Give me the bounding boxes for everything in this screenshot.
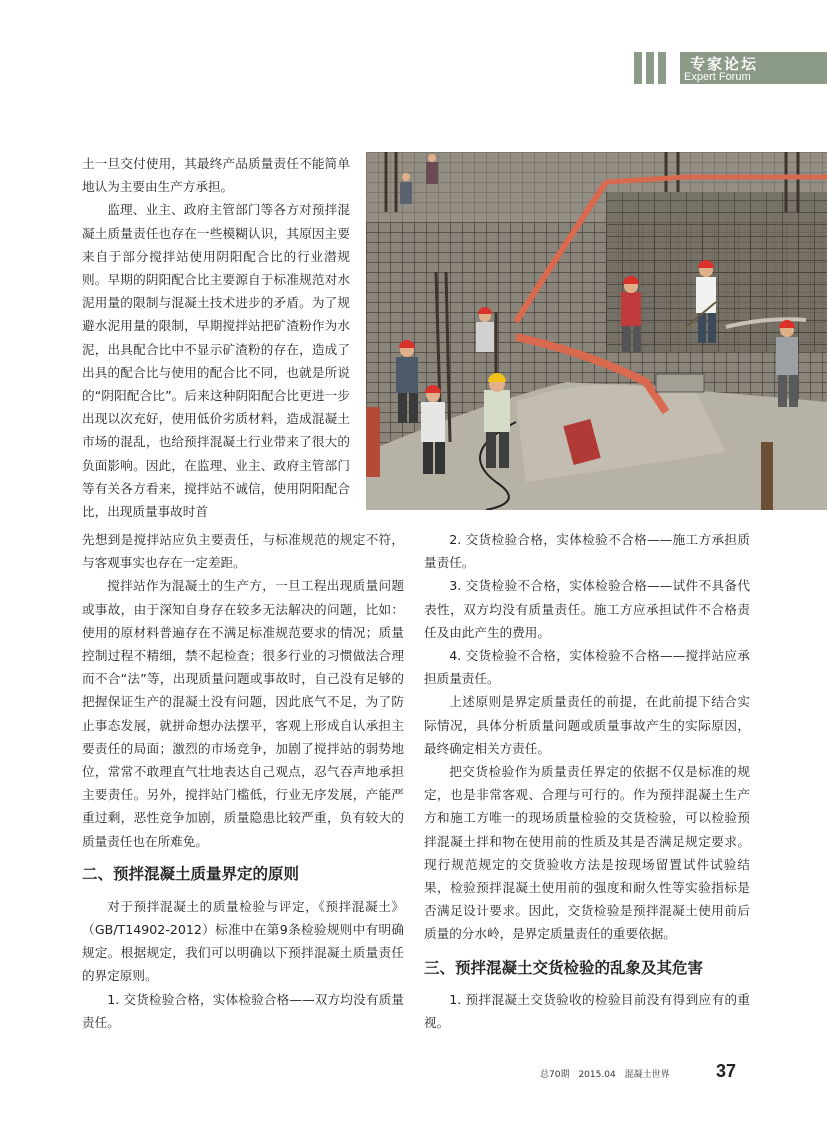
left-column-top — [82, 152, 350, 523]
header-decor-bars — [634, 52, 666, 84]
construction-photo-svg — [366, 152, 827, 510]
paragraph: 对于预拌混凝土的质量检验与评定，《预拌混凝土》（GB/T14902-2012）标准中在第9条检验规则中有明确规定。根据规定，我们可以明确以下预拌混凝土质量责任的界定原则。 — [82, 898, 404, 984]
worker — [476, 307, 494, 352]
page-number: 37 — [716, 1061, 737, 1081]
header-bar — [646, 52, 654, 84]
construction-photo — [366, 152, 827, 510]
paragraph: 先想到是搅拌站应负主要责任，与标准规范的规定不符，与客观事实也存在一定差距。 — [82, 532, 404, 571]
section-heading: 二、预拌混凝土质量界定的原则 — [82, 864, 300, 883]
section-title: 专家论坛 — [690, 55, 759, 73]
issue-info: 总70期 2015.04 混凝土世界 — [540, 1070, 670, 1080]
paragraph: 4. 交货检验不合格，实体检验不合格——搅拌站应承担质量责任。 — [424, 648, 750, 687]
section-subtitle: Expert Forum — [684, 71, 751, 83]
paragraph: 土一旦交付使用，其最终产品质量责任不能简单地认为主要由生产方承担。 — [82, 156, 350, 195]
paragraph: 把交货检验作为质量责任界定的依据不仅是标准的规定，也是非常客观、合理与可行的。作为预拌混凝土生产方和施工方唯一的现场质量检验的交货检验，可以检验预拌混凝土拌和物在使用前的性质及其是否满足规定要求。现行规范规定的交货验收方法是按现场留置试件试验结果，检验预拌混凝土使用前的强度和耐久性等实验指标是否满足设计要求。因此，交货检验是预拌混凝土使用前后质量的分水岭，是界定质量责任的重要依据。 — [424, 764, 750, 942]
paragraph: 3. 交货检验不合格，实体检验合格——试件不具备代表性，双方均没有质量责任。施工方应承担试件不合格责任及由此产生的费用。 — [424, 578, 750, 640]
paragraph: 上述原则是界定质量责任的前提，在此前提下结合实际情况，具体分析质量问题或质量事故产生的实际原因，最终确定相关方责任。 — [424, 694, 750, 756]
left-column-bottom — [82, 528, 404, 1034]
section-heading: 三、预拌混凝土交货检验的乱象及其危害 — [424, 958, 704, 977]
header-bar — [658, 52, 666, 84]
paragraph: 1. 预拌混凝土交货验收的检验目前没有得到应有的重视。 — [424, 991, 750, 1030]
paragraph: 监理、业主、政府主管部门等各方对预拌混凝土质量责任也存在一些模糊认识，其原因主要来自于部分搅拌站使用阴阳配合比的行业潜规则。早期的阴阳配合比主要源自于标准规范对水泥用量的限制与混凝土技术进步的矛盾。为了规避水泥用量的限制，早期搅拌站把矿渣粉作为水泥，出具配合比中不显示矿渣粉的存在，造成了出具的配合比与使用的配合比不同，也就是所说的“阴阳配合比”。后来这种阴阳配合比更进一步出现以次充好，使用低价劣质材料，造成混凝土市场的混乱，也给预拌混凝土行业带来了很大的负面影响。因此，在监理、业主、政府主管部门等有关各方看来，搅拌站不诚信，使用阴阳配合比，出现质量事故时首 — [82, 202, 350, 520]
header-bar — [634, 52, 642, 84]
paragraph: 搅拌站作为混凝土的生产方，一旦工程出现质量问题或事故，由于深知自身存在较多无法解决的问题，比如：使用的原材料普遍存在不满足标准规范要求的情况；质量控制过程不精细，禁不起检查；很多行业的习惯做法合理而不合“法”等，出现质量问题或事故时，自己没有足够的把握保证生产的混凝土没有问题，因此底气不足，为了防止事态发展，就拼命想办法摆平，客观上形成自认承担主要责任的局面；激烈的市场竞争，加剧了搅拌站的弱势地位，常常不敢理直气壮地表达自己观点，忍气吞声地承担主要责任。另外，搅拌站门槛低，行业无序发展，产能严重过剩，恶性竞争加剧，质量隐患比较严重，负有较大的质量责任也在所难免。 — [82, 578, 404, 849]
paragraph: 2. 交货检验合格，实体检验不合格——施工方承担质量责任。 — [424, 532, 750, 571]
paragraph: 1. 交货检验合格，实体检验合格——双方均没有质量责任。 — [82, 991, 404, 1030]
right-column — [424, 528, 750, 1034]
